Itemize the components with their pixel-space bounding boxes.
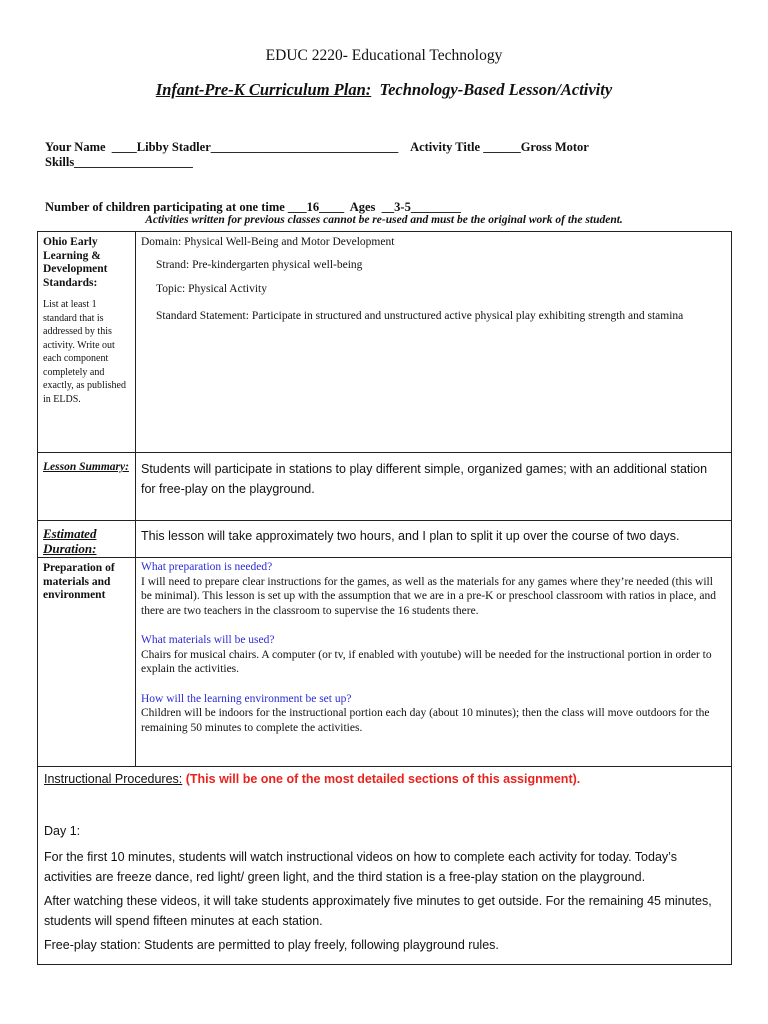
- standard-strand: Strand: Pre-kindergarten physical well-being: [156, 259, 363, 271]
- procedures-note: (This will be one of the most detailed sections of this assignment).: [185, 772, 581, 786]
- standard-topic: Topic: Physical Activity: [156, 283, 267, 295]
- standards-content-cell: [136, 232, 732, 453]
- originality-notice: Activities written for previous classes cannot be re-used and must be the original work of the student.: [145, 214, 623, 226]
- children-ages-line: Number of children participating at one time ___16____ Ages __3-5________: [45, 200, 461, 214]
- procedures-heading: [44, 769, 725, 789]
- standards-label: Ohio Early Learning & Development Standards:: [43, 236, 108, 289]
- name-activity-line: Your Name ____Libby Stadler______________________________ Activity Title ______Gross Motor: [45, 140, 589, 154]
- summary-label-cell: [38, 453, 136, 521]
- procedures-paragraph-3: Free-play station: Students are permitted to play freely, following playground rules.: [44, 938, 499, 952]
- summary-text: Students will participate in stations to play different simple, organized games; with an additional station for free-play on the playground.: [136, 453, 732, 521]
- prep-answer-3: Children will be indoors for the instructional portion each day (about 10 minutes); then the class will move outdoors for the remaining 50 minutes to complete the activities.: [141, 707, 710, 734]
- preparation-row: [38, 558, 732, 767]
- procedures-day: Day 1:: [44, 824, 81, 838]
- plan-title: [0, 80, 768, 100]
- preparation-content-cell: [136, 558, 732, 767]
- course-title: EDUC 2220- Educational Technology: [265, 47, 503, 64]
- standard-statement: Standard Statement: Participate in structured and unstructured active physical play exhibiting strength and stamina: [156, 310, 684, 322]
- lesson-plan-table: [37, 231, 732, 965]
- procedures-label: Instructional Procedures:: [44, 772, 183, 786]
- duration-label: Estimated Duration:: [43, 526, 97, 556]
- duration-text: This lesson will take approximately two hours, and I plan to split it up over the course of two days.: [136, 521, 732, 558]
- preparation-label: Preparation of materials and environment: [38, 558, 136, 767]
- prep-question-1: What preparation is needed?: [141, 561, 273, 573]
- procedures-cell: [38, 767, 732, 965]
- standards-row: [38, 232, 732, 453]
- duration-label-cell: [38, 521, 136, 558]
- standards-instruction: List at least 1 standard that is addressed by this activity. Write out each component completely and exactly, as published in ELDS.: [43, 299, 126, 405]
- prep-answer-2: Chairs for musical chairs. A computer (or tv, if enabled with youtube) will be needed for the instructional portion in order to explain the activities.: [141, 648, 712, 675]
- standard-domain: Domain: Physical Well-Being and Motor Development: [141, 236, 395, 248]
- prep-question-2: What materials will be used?: [141, 634, 275, 646]
- plan-title-part1: Infant-Pre-K Curriculum Plan:: [155, 80, 372, 99]
- summary-label: Lesson Summary:: [43, 461, 129, 473]
- prep-question-3: How will the learning environment be set up?: [141, 692, 352, 705]
- procedures-paragraph-1: For the first 10 minutes, students will watch instructional videos on how to complete each activity for today. Today’s activities are freeze dance, red light/ green light, and the third station is a free-play station on the playground.: [44, 850, 677, 884]
- standards-label-cell: [38, 232, 136, 453]
- prep-answer-1: I will need to prepare clear instructions for the games, as well as the materials for any games where they’re needed (this will be minimal). This lesson is set up with the assumption that we are in a pre-K or preschool classroom with ratios in place, and there are two teachers in the classroom to supervise the 16 students there.: [141, 575, 716, 617]
- summary-row: [38, 453, 732, 521]
- duration-row: [38, 521, 732, 558]
- plan-title-part2: Technology-Based Lesson/Activity: [379, 80, 613, 99]
- procedures-paragraph-2: After watching these videos, it will take students approximately five minutes to get outside. For the remaining 45 minutes, students will spend fifteen minutes at each station.: [44, 894, 712, 928]
- name-activity-line-cont: Skills___________________: [45, 155, 193, 169]
- procedures-row: [38, 767, 732, 965]
